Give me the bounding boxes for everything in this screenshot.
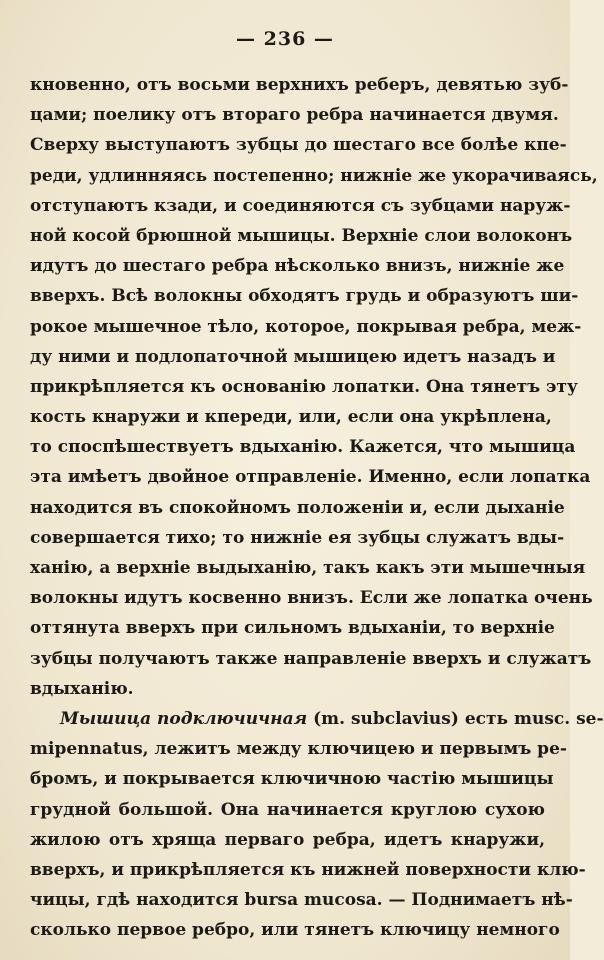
line-text: грудной большой. Она начинается круглою сухою — [30, 799, 545, 820]
italic-term: Мышица подключичная — [60, 708, 308, 729]
line-text: жилою отъ хряща перваго ребра, идетъ кнаружи, — [30, 829, 545, 850]
text-line — [30, 915, 560, 945]
text-line — [30, 221, 573, 251]
text-line — [30, 795, 545, 825]
line-text: то споспѣшествуетъ вдыханію. Кажется, что мышица — [30, 437, 576, 458]
text-line — [30, 372, 578, 402]
line-text: Сверху выступаютъ зубцы до шестаго все болѣе кпе- — [30, 135, 567, 156]
line-text: mipennatus, лежитъ между ключицею и первымъ ре- — [30, 739, 567, 760]
text-line — [30, 583, 593, 613]
line-text: идутъ до шестаго ребра нѣсколько внизъ, нижніе же — [30, 256, 565, 277]
text-line — [30, 493, 565, 523]
line-text: вдыханію. — [30, 678, 134, 699]
line-text: реди, удлинняясь постепенно; нижніе же укорачиваясь, — [30, 165, 598, 186]
text-line — [30, 100, 559, 130]
line-text: сколько первое ребро, или тянетъ ключицу немного — [30, 920, 560, 941]
text-line — [30, 251, 565, 281]
text-line — [30, 613, 555, 643]
text-line — [30, 342, 556, 372]
line-text: рокое мышечное тѣло, которое, покрывая ребра, меж- — [30, 316, 582, 337]
line-text: вверхъ, и прикрѣпляется къ нижней поверхности клю- — [30, 859, 586, 880]
text-line — [30, 734, 567, 764]
text-line — [30, 191, 571, 221]
text-line — [30, 70, 569, 100]
text-line — [30, 130, 567, 160]
text-line — [30, 855, 586, 885]
text-line — [30, 523, 565, 553]
body-text — [30, 70, 604, 945]
text-line — [30, 281, 579, 311]
page-number: — 236 — — [236, 28, 334, 50]
line-text: кновенно, отъ восьми верхнихъ реберъ, девятью зуб- — [30, 75, 569, 95]
line-text: ду ними и подлопаточной мышицею идетъ назадъ и — [30, 346, 556, 367]
line-text: оттянута вверхъ при сильномъ вдыханіи, то верхніе — [30, 618, 555, 639]
text-line — [30, 825, 545, 855]
text-line — [30, 885, 573, 915]
text-line — [30, 462, 591, 492]
line-text: цами; поелику отъ втораго ребра начинается двумя. — [30, 105, 559, 126]
text-line — [30, 312, 582, 342]
line-text: (m. subclavius) есть musc. se- — [307, 708, 604, 729]
text-line — [30, 644, 592, 674]
line-text: ной косой брюшной мышицы. Верхніе слои волоконъ — [30, 225, 573, 246]
text-line — [30, 402, 552, 432]
line-text: зубцы получаютъ также направленіе вверхъ и служатъ — [30, 648, 592, 669]
line-text: вверхъ. Всѣ волокны обходятъ грудь и образуютъ ши- — [30, 286, 579, 307]
line-text: ханію, а верхніе выдыханію, такъ какъ эти мышечныя — [30, 558, 586, 578]
line-text: совершается тихо; то нижніе ея зубцы служатъ вды- — [30, 527, 565, 548]
line-text: находится въ спокойномъ положеніи и, если дыханіе — [30, 497, 565, 518]
text-line — [30, 553, 586, 583]
line-text: эта имѣетъ двойное отправленіе. Именно, если лопатка — [30, 467, 591, 488]
line-text: кость кнаружи и кпереди, или, если она укрѣплена, — [30, 407, 552, 428]
line-text: прикрѣпляется къ основанію лопатки. Она тянетъ эту — [30, 376, 578, 397]
text-line — [30, 764, 554, 794]
line-text: чицы, гдѣ находится bursa mucosa. — Поднимаетъ нѣ- — [30, 890, 573, 911]
line-text: отступаютъ кзади, и соединяются съ зубцами наруж- — [30, 195, 571, 216]
text-line — [30, 674, 545, 704]
text-line — [30, 704, 604, 734]
text-line — [30, 161, 598, 191]
line-text: бромъ, и покрывается ключичною частію мышицы — [30, 769, 554, 790]
text-line — [30, 432, 576, 462]
line-text: волокны идутъ косвенно внизъ. Если же лопатка очень — [30, 588, 593, 609]
